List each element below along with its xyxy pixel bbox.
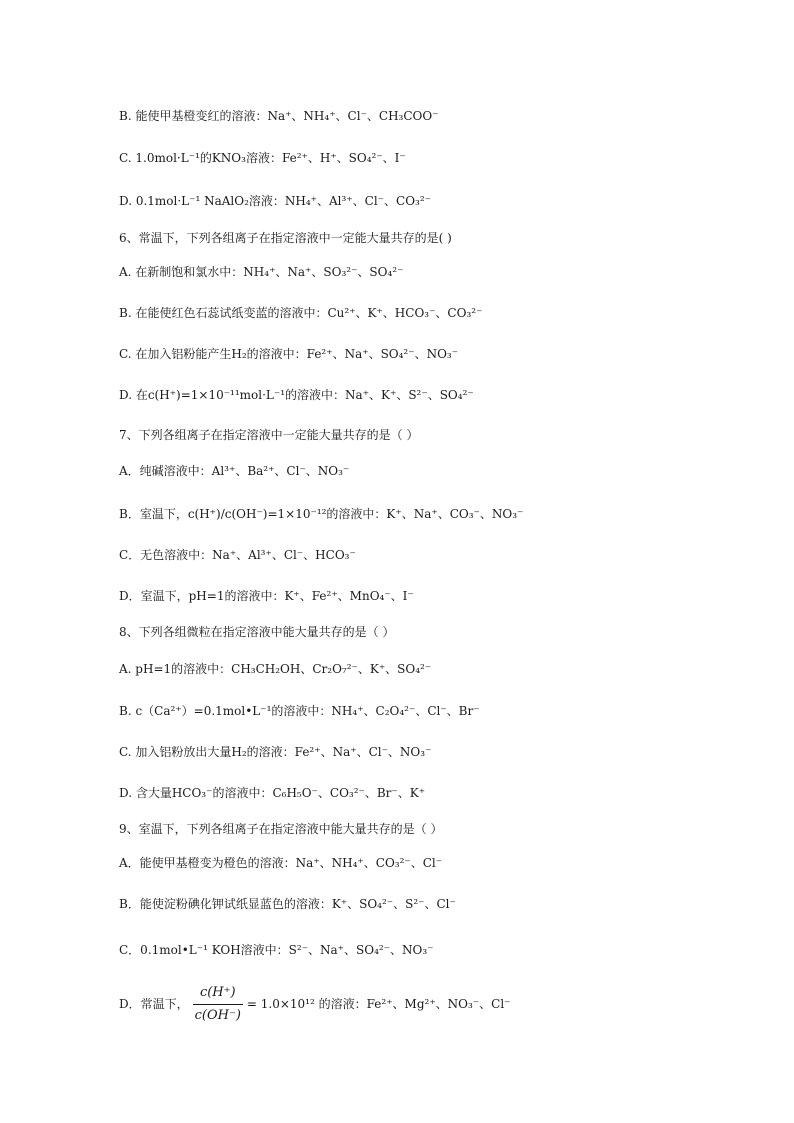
question-stem: 9、室温下，下列各组离子在指定溶液中能大量共存的是（ ）: [119, 822, 443, 836]
fraction-denominator: c(OH⁻): [194, 1008, 241, 1023]
option-line: D. 在c(H⁺)=1×10⁻¹¹mol·L⁻¹的溶液中：Na⁺、K⁺、S²⁻、SO₄²⁻: [119, 388, 474, 402]
option-line: B. 能使甲基橙变红的溶液：Na⁺、NH₄⁺、Cl⁻、CH₃COO⁻: [119, 109, 439, 123]
option-line: C. 1.0mol·L⁻¹的KNO₃溶液：Fe²⁺、H⁺、SO₄²⁻、I⁻: [119, 151, 406, 165]
option-line: B. 在能使红色石蕊试纸变蓝的溶液中：Cu²⁺、K⁺、HCO₃⁻、CO₃²⁻: [119, 306, 483, 320]
option-line: A．纯碱溶液中：Al³⁺、Ba²⁺、Cl⁻、NO₃⁻: [119, 464, 350, 478]
option-line: B. c（Ca²⁺）=0.1mol•L⁻¹的溶液中：NH₄⁺、C₂O₄²⁻、Cl⁻、Br⁻: [119, 704, 480, 718]
option-line: C. 在加入铝粉能产生H₂的溶液中：Fe²⁺、Na⁺、SO₄²⁻、NO₃⁻: [119, 347, 459, 361]
option-line: D. 0.1mol·L⁻¹ NaAlO₂溶液：NH₄⁺、Al³⁺、Cl⁻、CO₃²⁻: [119, 194, 431, 208]
option-line: A．能使甲基橙变为橙色的溶液：Na⁺、NH₄⁺、CO₃²⁻、Cl⁻: [119, 856, 443, 870]
question-stem: 7、下列各组离子在指定溶液中一定能大量共存的是（ ）: [119, 428, 419, 442]
option-line: B．室温下，c(H⁺)/c(OH⁻)=1×10⁻¹²的溶液中：K⁺、Na⁺、CO₃⁻、NO₃⁻: [119, 507, 524, 521]
fraction: [193, 982, 243, 1027]
option-line: D．室温下，pH=1的溶液中：K⁺、Fe²⁺、MnO₄⁻、I⁻: [119, 589, 414, 603]
option-line: B．能使淀粉碘化钾试纸显蓝色的溶液：K⁺、SO₄²⁻、S²⁻、Cl⁻: [119, 897, 456, 911]
fraction-numerator: c(H⁺): [193, 982, 243, 1005]
option-line-fraction: [119, 982, 759, 1027]
option-line: C．0.1mol•L⁻¹ KOH溶液中：S²⁻、Na⁺、SO₄²⁻、NO₃⁻: [119, 943, 434, 957]
question-stem: 6、常温下，下列各组离子在指定溶液中一定能大量共存的是( ): [119, 231, 452, 245]
option-suffix: = 1.0×10¹² 的溶液：Fe²⁺、Mg²⁺、NO₃⁻、Cl⁻: [246, 997, 511, 1011]
option-line: A. pH=1的溶液中：CH₃CH₂OH、Cr₂O₇²⁻、K⁺、SO₄²⁻: [119, 662, 432, 676]
question-stem: 8、下列各组微粒在指定溶液中能大量共存的是（ ）: [119, 625, 395, 639]
option-line: A. 在新制饱和氯水中：NH₄⁺、Na⁺、SO₃²⁻、SO₄²⁻: [119, 265, 404, 279]
option-line: C. 加入铝粉放出大量H₂的溶液：Fe²⁺、Na⁺、Cl⁻、NO₃⁻: [119, 745, 432, 759]
option-line: D. 含大量HCO₃⁻的溶液中：C₆H₅O⁻、CO₃²⁻、Br⁻、K⁺: [119, 786, 426, 800]
option-prefix: D．常温下，: [119, 997, 189, 1011]
option-line: C．无色溶液中：Na⁺、Al³⁺、Cl⁻、HCO₃⁻: [119, 548, 356, 562]
